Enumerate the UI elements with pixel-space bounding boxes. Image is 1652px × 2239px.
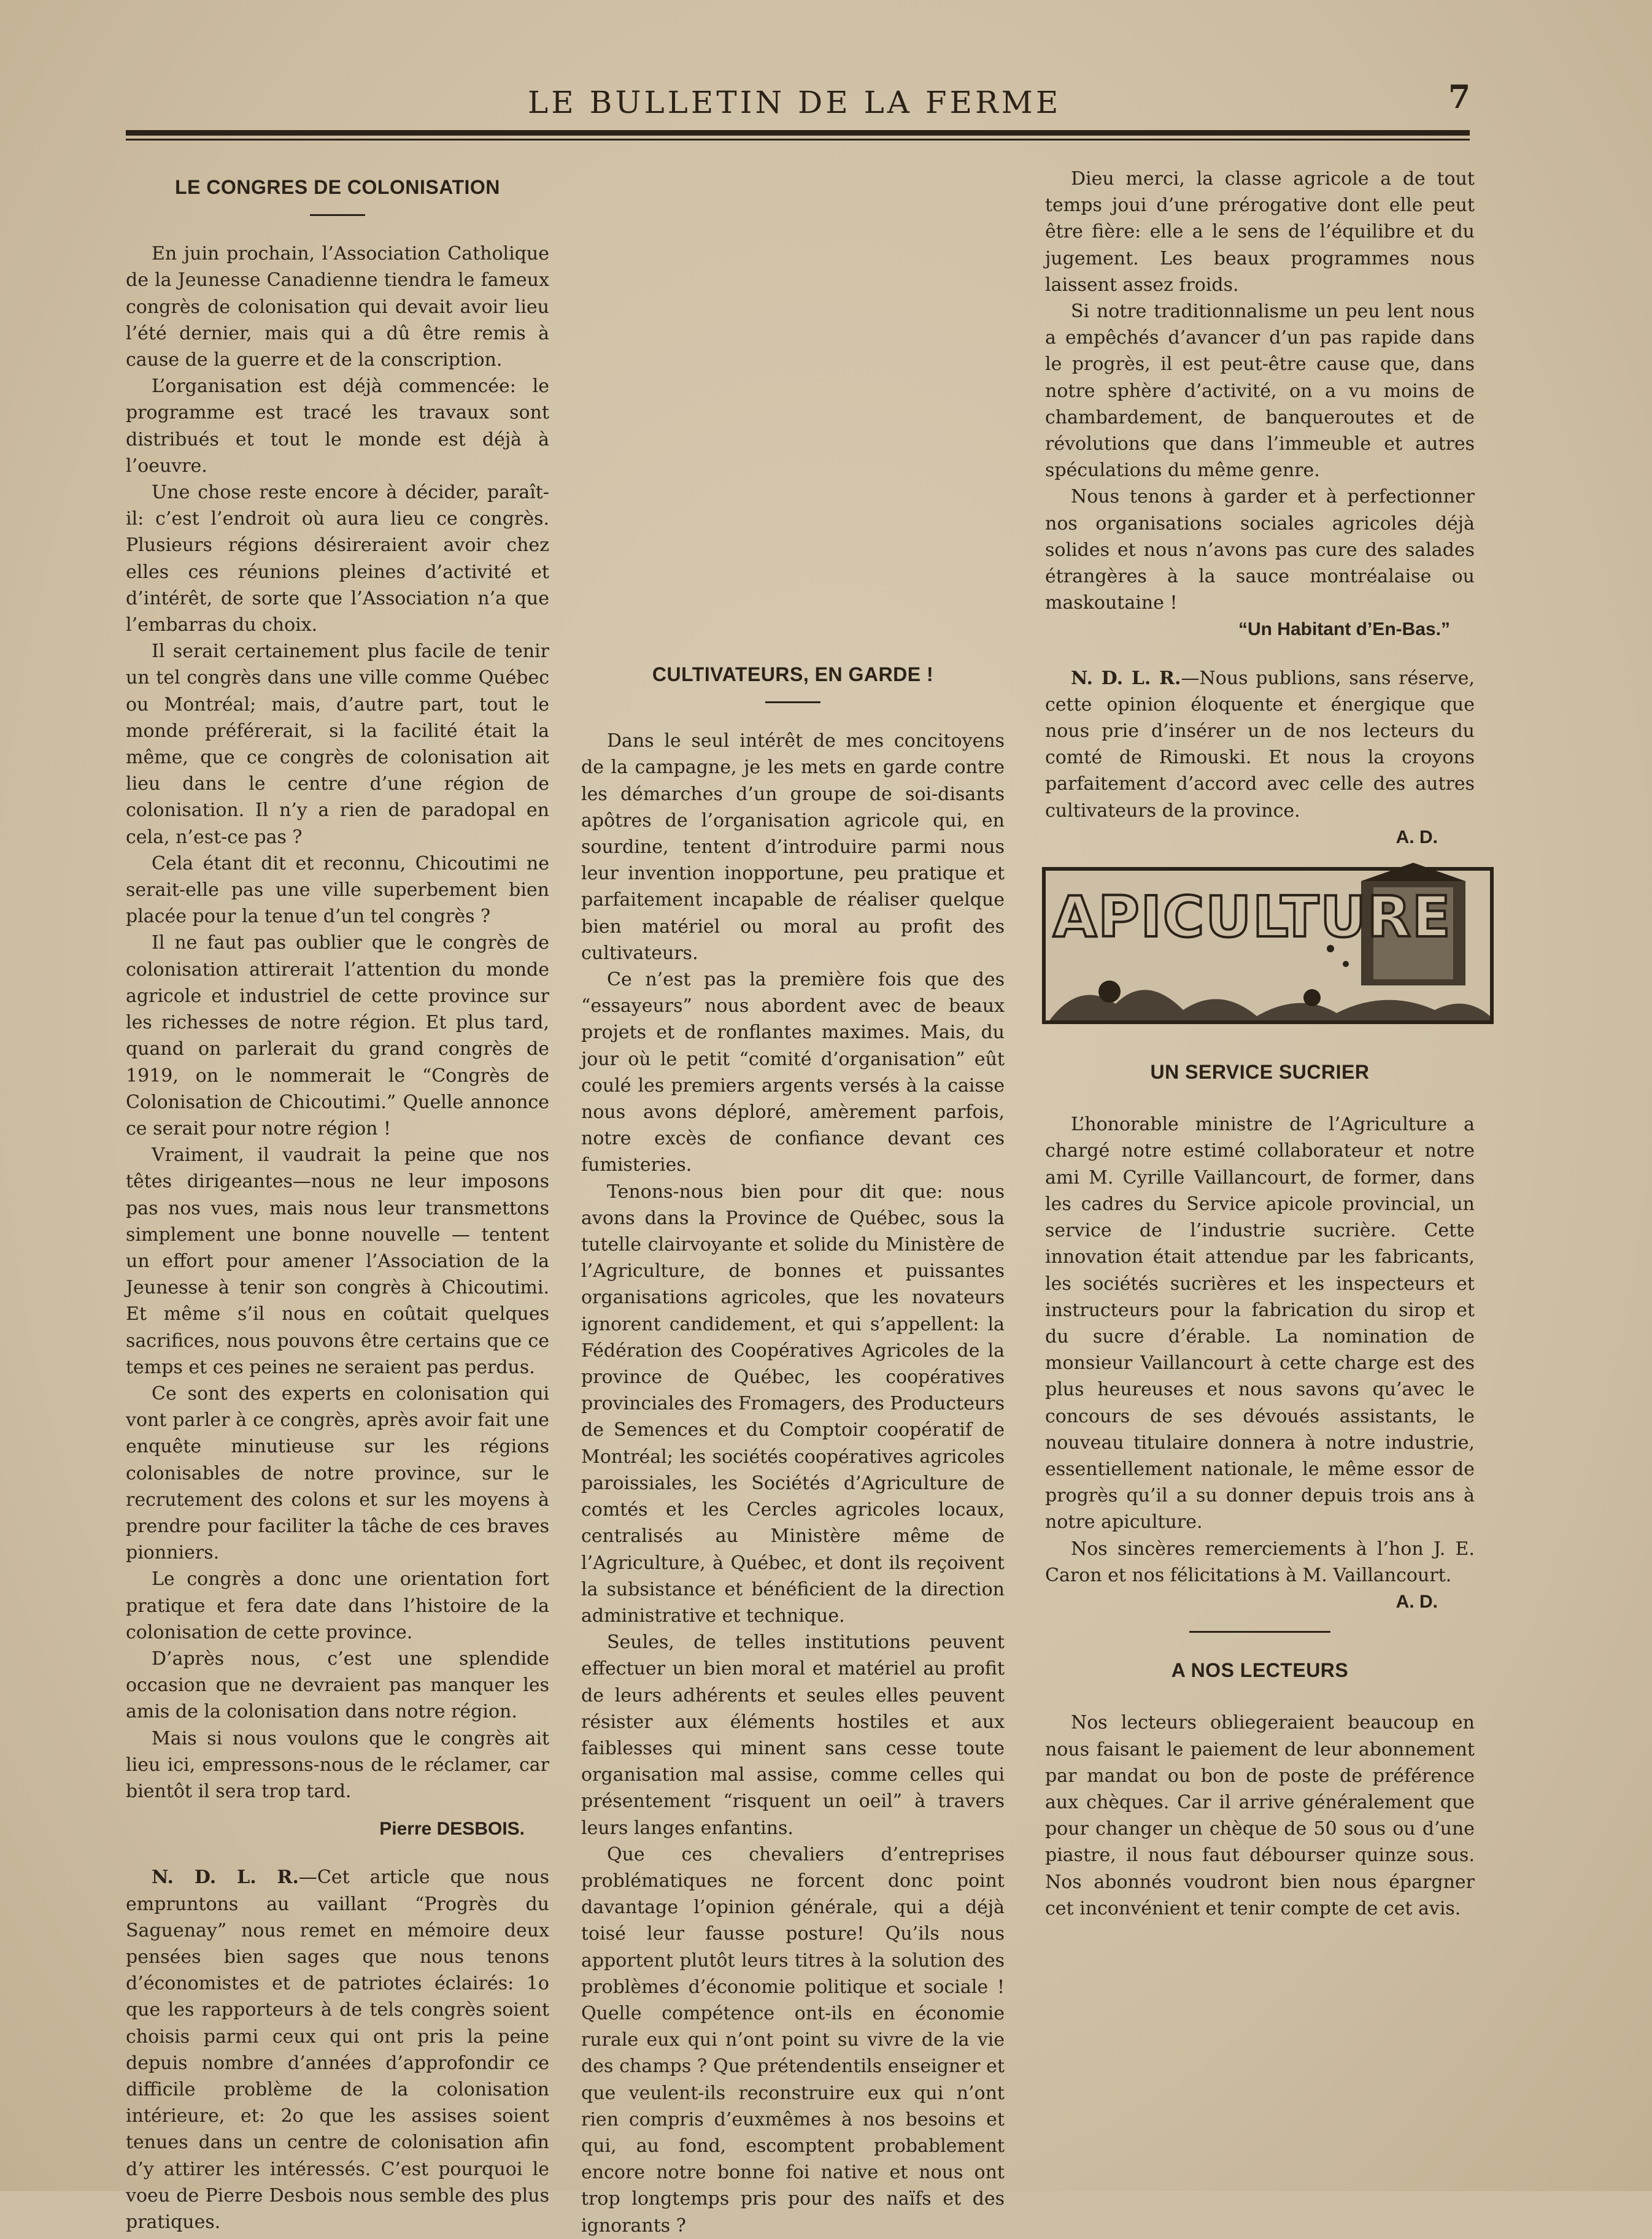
article2-paragraph: Seules, de telles institutions peuvent effectuer un bien moral et matériel au profit de leurs adhérents et seules elles peuvent résister aux éléments hostiles et aux faiblesses qui minent sans cesse toute organisation mal assise, comme celles qui présentement “risquent un oeil” à travers leurs langes enfantins.	[581, 1632, 1005, 1839]
article3-heading: UN SERVICE SUCRIER	[1150, 1061, 1370, 1084]
article2-signature: “Un Habitant d’En-Bas.”	[1238, 619, 1450, 640]
article2-paragraph: Dans le seul intérêt de mes concitoyens de la campagne, je les mets en garde contre les démarches d’un groupe de soi-disants apôtres de l’organisation agricole qui, en sourdine, tentent d’introduire parmi nous leur invention inopportune, peu pratique et parfaitement incapable de réaliser quelque bien matériel ou moral au profit des cultivateurs.	[581, 730, 1005, 964]
article1-paragraph: Vraiment, il vaudrait la peine que nos têtes dirigeantes—nous ne leur imposons pas nos vues, mais nous leur transmettons simplement une bonne nouvelle — tentent un effort pour amener l’Association de la Jeunesse à tenir son congrès à Chicoutimi. Et même s’il nous en coûtait quelques sacrifices, nous pouvons être certains que ce temps et ces peines ne seraient pas perdus.	[126, 1144, 549, 1378]
article1-paragraph: D’après nous, c’est une splendide occasion que ne devraient pas manquer les amis de la colonisation dans notre région.	[126, 1647, 549, 1723]
banner-title: APICULTURE	[1053, 884, 1452, 950]
ndlr-text: —Cet article que nous empruntons au vaillant “Progrès du Saguenay” nous remet en mémoire deux pensées bien sages que nous tenons d’économistes et de patriotes éclairés: 1o que les rapporteurs à de tels congrès soient choisis parmi ceux qui ont pris la peine depuis nombre d’années d’approfondir ce difficile problème de la colonisation intérieure, et: 2o que les assises soient tenues dans un centre de colonisation afin d’y attirer les intéressés. C’est pourquoi le voeu de Pierre Desbois nous semble des plus pratiques.	[126, 1867, 549, 2233]
article1-heading: LE CONGRES DE COLONISATION	[175, 176, 500, 198]
article3-paragraph: Nos sincères remerciements à l’hon J. E. Caron et nos félicitations à M. Vaillancourt.	[1045, 1538, 1475, 1586]
beehive-illustration	[1042, 857, 1496, 1041]
masthead-rule-thin	[126, 139, 1470, 141]
article3-initials: A. D.	[1395, 1591, 1438, 1612]
ndlr-label: N. D. L. R.	[1071, 667, 1181, 689]
article2-paragraph: Dieu merci, la classe agricole a de tout temps joui d’une prérogative dont elle peut être fière: elle a le sens de l’équilibre et du jugement. Les beaux programmes nous laissent assez froids.	[1045, 168, 1475, 296]
article4-paragraph: Nos lecteurs obliegeraient beaucoup en nous faisant le paiement de leur abonnement par mandat ou bon de poste de préférence aux chèques. Car il arrive généralement que pour changer un chèque de 50 sous ou d’une piastre, il nous faut débourser quinze sous. Nos abonnés voudront bien nous épargner cet inconvénient et tenir compte de cet avis.	[1045, 1712, 1475, 1919]
article1-ndlr	[126, 1864, 549, 2235]
apiculture-banner	[1042, 857, 1496, 1041]
article1-paragraph: Ce sont des experts en colonisation qui vont parler à ce congrès, après avoir fait une enquête minutieuse sur les régions colonisables de notre province, sur le recrutement des colons et sur les moyens à prendre pour faciliter la tâche de ces braves pionniers.	[126, 1382, 549, 1564]
column-1	[126, 166, 549, 2235]
heading-divider	[310, 214, 365, 216]
article1-paragraph: Une chose reste encore à décider, paraît-il: c’est l’endroit où aura lieu ce congrès. Plusieurs régions désireraient avoir chez elles ces réunions pleines d’activité et d’intérêt, de sorte que l’Association n’a que l’embarras du choix.	[126, 482, 549, 636]
article1-paragraph: L’organisation est déjà commencée: le programme est tracé les travaux sont distribués et tout le monde est déjà à l’oeuvre.	[126, 376, 549, 477]
article1-paragraph: Il serait certainement plus facile de tenir un tel congrès dans une ville comme Québec ou Montréal; mais, d’autre part, tout le monde préférerait, si la facilité était la même, que ce congrès de colonisation ait lieu dans le centre d’une région de colonisation. Il n’y a rien de paradopal en cela, n’est-ce pas ?	[126, 641, 549, 848]
page-number: 7	[1448, 79, 1471, 116]
ndlr-text: —Nous publions, sans réserve, cette opinion éloquente et énergique que nous prie d’insérer un de nos lecteurs du comté de Rimouski. Et nous la croyons parfaitement d’accord avec celle des autres cultivateurs de la province.	[1045, 667, 1475, 822]
masthead-rule-right	[856, 130, 1470, 136]
article2-ndlr	[1045, 665, 1475, 824]
article2-paragraph: Que ces chevaliers d’entreprises problématiques ne forcent donc point davantage l’opinion générale, qui a déjà toisé leur fausse posture! Qu’ils nous apportent plutôt leurs titres à la solution des problèmes d’économie politique et sociale ! Quelle compétence ont-ils en économie rurale eux qui n’ont point su vivre de la vie des champs ? Que prétendentils enseigner et que veulent-ils reconstruire eux qui n’ont rien compris d’euxmêmes à nos besoins et qui, au fond, escomptent probablement encore notre bonne foi native et nous ont trop longtemps pris pour des naïfs et des ignorants ?	[581, 1843, 1005, 2237]
article3-paragraph: L’honorable ministre de l’Agriculture a chargé notre estimé collaborateur et notre ami M. Cyrille Vaillancourt, de former, dans les cadres du Service apicole provincial, un service de l’industrie sucrière. Cette innovation était attendue par les fabricants, les sociétés sucrières et les inspecteurs et instructeurs pour la fabrication du sirop et du sucre d’érable. La nomination de monsieur Vaillancourt à cette charge est des plus heureuses et nous savons qu’avec le concours de ses dévoués assistants, le nouveau titulaire donnera à notre industrie, essentiellement nationale, le même essor de progrès qu’il a su donner depuis trois ans à notre apiculture.	[1045, 1114, 1475, 1533]
heading-divider	[765, 701, 820, 703]
section-divider	[1189, 1631, 1330, 1633]
masthead-rule-left	[126, 130, 856, 136]
article1-paragraph: En juin prochain, l’Association Catholique de la Jeunesse Canadienne tiendra le fameux congrès de colonisation qui devait avoir lieu l’été dernier, mais qui a dû être remis à cause de la guerre et de la conscription.	[126, 243, 549, 371]
article2-paragraph: Tenons-nous bien pour dit que: nous avons dans la Province de Québec, sous la tutelle clairvoyante et solide du Ministère de l’Agriculture, de bonnes et puissantes organisations agricoles, que les novateurs ignorent candidement, et qui s’appellent: la Fédération des Coopératives Agricoles de la province de Québec, les coopératives provinciales des Fromagers, des Producteurs de Semences et du Comptoir coopératif de Montréal; les sociétés coopératives agricoles paroissiales, les Sociétés d’Agriculture de comtés et les Cercles agricoles locaux, centralisés au Ministère même de l’Agriculture, à Québec, et dont ils reçoivent la subsistance et bénéficient de la direction administrative et technique.	[581, 1181, 1005, 1627]
column-2	[581, 661, 1005, 2239]
article1-signature: Pierre DESBOIS.	[379, 1819, 525, 1840]
article1-paragraph: Cela étant dit et reconnu, Chicoutimi ne serait-elle pas une ville superbement bien placée pour la tenue d’un tel congrès ?	[126, 852, 549, 928]
column-3	[1045, 166, 1475, 1922]
article2-paragraph: Ce n’est pas la première fois que des “essayeurs” nous abordent avec de beaux projets et de ronflantes maximes. Mais, du jour où le petit “comité d’organisation” eût coulé les premiers argents versés à la caisse nous avons déploré, amèrement parfois, notre excès de confiance devant ces fumisteries.	[581, 969, 1005, 1176]
article1-paragraph: Mais si nous voulons que le congrès ait lieu ici, empressons-nous de le réclamer, car bientôt il sera trop tard.	[126, 1727, 549, 1802]
article2-paragraph: Nous tenons à garder et à perfectionner nos organisations sociales agricoles déjà solides et nous n’avons pas cure des salades étrangères à la sauce montréalaise ou maskoutaine !	[1045, 486, 1475, 614]
article4-heading: A NOS LECTEURS	[1171, 1659, 1349, 1682]
masthead-title: LE BULLETIN DE LA FERME	[528, 85, 1062, 120]
article1-paragraph: Il ne faut pas oublier que le congrès de colonisation attirerait l’attention du monde agricole et industriel de cette province sur les richesses de notre région. Et plus tard, quand on parlerait du grand congrès de 1919, on le nommerait le “Congrès de Colonisation de Chicoutimi.” Quelle annonce ce serait pour notre région !	[126, 932, 549, 1139]
article2-paragraph: Si notre traditionnalisme un peu lent nous a empêchés d’avancer d’un pas rapide dans le progrès, il est peut-être cause que, dans notre sphère d’activité, on a vu moins de chambardement, de banqueroutes et de révolutions que dans l’immeuble et autres spéculations du même genre.	[1045, 301, 1475, 482]
article2-initials: A. D.	[1395, 827, 1438, 847]
ndlr-label: N. D. L. R.	[152, 1867, 299, 1889]
article1-paragraph: Le congrès a donc une orientation fort pratique et fera date dans l’histoire de la colonisation de cette province.	[126, 1568, 549, 1643]
article2-heading: CULTIVATEURS, EN GARDE !	[652, 663, 934, 685]
